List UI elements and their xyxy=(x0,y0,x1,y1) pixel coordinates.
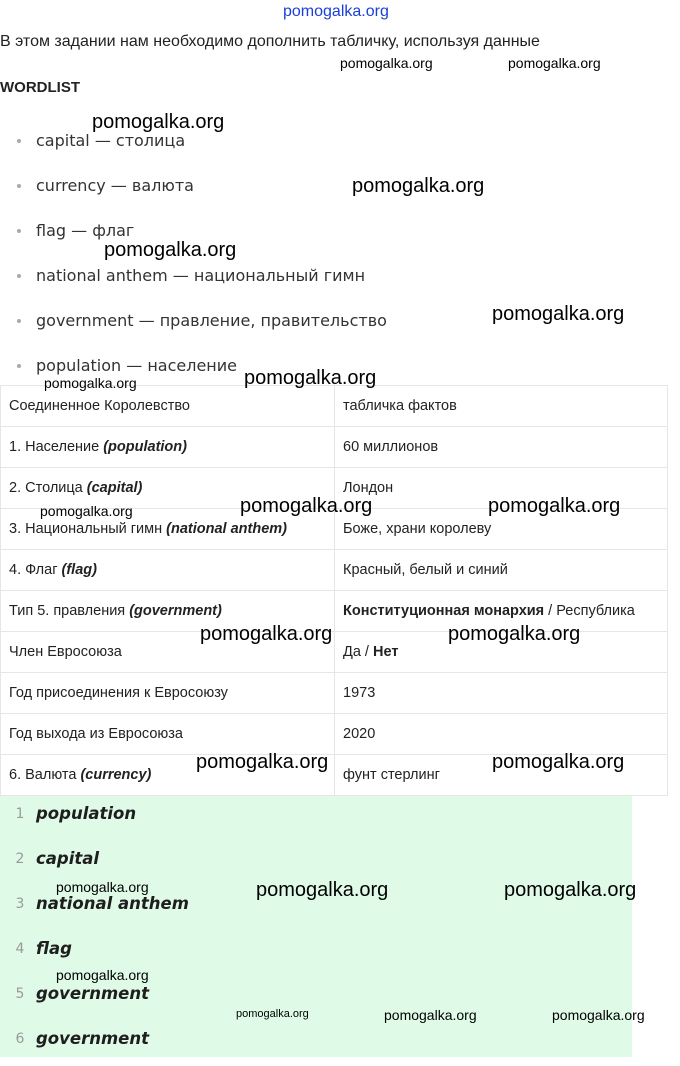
table-cell: табличка фактов xyxy=(335,386,668,427)
table-row xyxy=(1,673,668,714)
option: Республика xyxy=(556,603,635,619)
table-cell xyxy=(1,550,335,591)
answer-text: population xyxy=(36,804,137,823)
selected-option: Конституционная монархия xyxy=(343,603,545,619)
watermark: pomogalka.org xyxy=(492,751,625,773)
watermark: pomogalka.org xyxy=(196,751,329,773)
watermark: pomogalka.org xyxy=(448,623,581,645)
row-label: Тип 5. правления xyxy=(9,603,130,619)
watermark: pomogalka.org xyxy=(256,879,389,901)
answer-number: 6 xyxy=(15,1031,25,1047)
row-term: (government) xyxy=(129,603,222,619)
watermark: pomogalka.org xyxy=(240,495,373,517)
table-cell: 60 миллионов xyxy=(335,427,668,468)
watermark: pomogalka.org xyxy=(384,1007,477,1023)
row-label: 6. Валюта xyxy=(9,767,81,783)
selected-option: Нет xyxy=(372,644,399,660)
watermark: pomogalka.org xyxy=(44,375,137,391)
answer-text: government xyxy=(36,984,149,1003)
list-item: population — население xyxy=(0,343,387,388)
watermark: pomogalka.org xyxy=(56,879,149,895)
watermark: pomogalka.org xyxy=(492,303,625,325)
answer-text: capital xyxy=(36,849,100,868)
list-item: national anthem — национальный гимн xyxy=(0,253,387,298)
table-cell: Член Евросоюза xyxy=(1,632,335,673)
watermark: pomogalka.org xyxy=(92,111,225,133)
watermark: pomogalka.org xyxy=(508,55,601,71)
row-term: (population) xyxy=(103,439,187,455)
watermark: pomogalka.org xyxy=(236,1008,309,1020)
answer-text: national anthem xyxy=(36,894,189,913)
separator: / xyxy=(544,603,557,619)
table-row xyxy=(1,386,668,427)
answer-text: flag xyxy=(36,939,72,958)
watermark: pomogalka.org xyxy=(104,239,237,261)
watermark: pomogalka.org xyxy=(56,967,149,983)
table-cell: Год присоединения к Евросоюзу xyxy=(1,673,335,714)
row-label: 3. Национальный гимн xyxy=(9,521,167,537)
intro-text: В этом задании нам необходимо дополнить табличку, используя данные xyxy=(0,33,540,50)
list-item: currency — валюта xyxy=(0,163,387,208)
table-cell: Год выхода из Евросоюза xyxy=(1,714,335,755)
answer-item xyxy=(0,1021,632,1066)
list-item: government — правление, правительство xyxy=(0,298,387,343)
answer-number: 1 xyxy=(15,806,25,822)
facts-table xyxy=(0,385,668,796)
row-label: 4. Флаг xyxy=(9,562,62,578)
row-label: 2. Столица xyxy=(9,480,87,496)
answer-number: 4 xyxy=(15,941,25,957)
answer-number: 3 xyxy=(15,896,25,912)
list-item: flag — флаг xyxy=(0,208,387,253)
list-item: capital — столица xyxy=(0,118,387,163)
table-cell: 1973 xyxy=(335,673,668,714)
answers-block xyxy=(0,796,632,1057)
separator: / xyxy=(360,644,373,660)
table-cell xyxy=(1,427,335,468)
table-row xyxy=(1,714,668,755)
table-cell: Боже, храни королеву xyxy=(335,509,668,550)
watermark: pomogalka.org xyxy=(552,1007,645,1023)
watermark: pomogalka.org xyxy=(340,55,433,71)
row-term: (national anthem) xyxy=(166,521,288,537)
table-cell: фунт стерлинг xyxy=(335,755,668,796)
answer-number: 2 xyxy=(15,851,25,867)
answer-text: government xyxy=(36,1029,149,1048)
watermark: pomogalka.org xyxy=(244,367,377,389)
watermark: pomogalka.org xyxy=(488,495,621,517)
watermark: pomogalka.org xyxy=(352,175,485,197)
answer-number: 5 xyxy=(15,986,25,1002)
table-cell: Соединенное Королевство xyxy=(1,386,335,427)
table-cell: 2020 xyxy=(335,714,668,755)
table-row xyxy=(1,427,668,468)
table-row xyxy=(1,550,668,591)
wordlist-heading: WORDLIST xyxy=(0,79,80,96)
answer-item xyxy=(0,796,632,841)
watermark: pomogalka.org xyxy=(504,879,637,901)
watermark: pomogalka.org xyxy=(40,503,133,519)
watermark: pomogalka.org xyxy=(200,623,333,645)
row-label: 1. Население xyxy=(9,439,104,455)
row-term: (currency) xyxy=(80,767,152,783)
option: Да xyxy=(343,644,361,660)
row-term: (flag) xyxy=(61,562,97,578)
table-cell: Лондон xyxy=(335,468,668,509)
watermark-top: pomogalka.org xyxy=(283,3,389,20)
table-cell: Красный, белый и синий xyxy=(335,550,668,591)
row-term: (capital) xyxy=(86,480,143,496)
